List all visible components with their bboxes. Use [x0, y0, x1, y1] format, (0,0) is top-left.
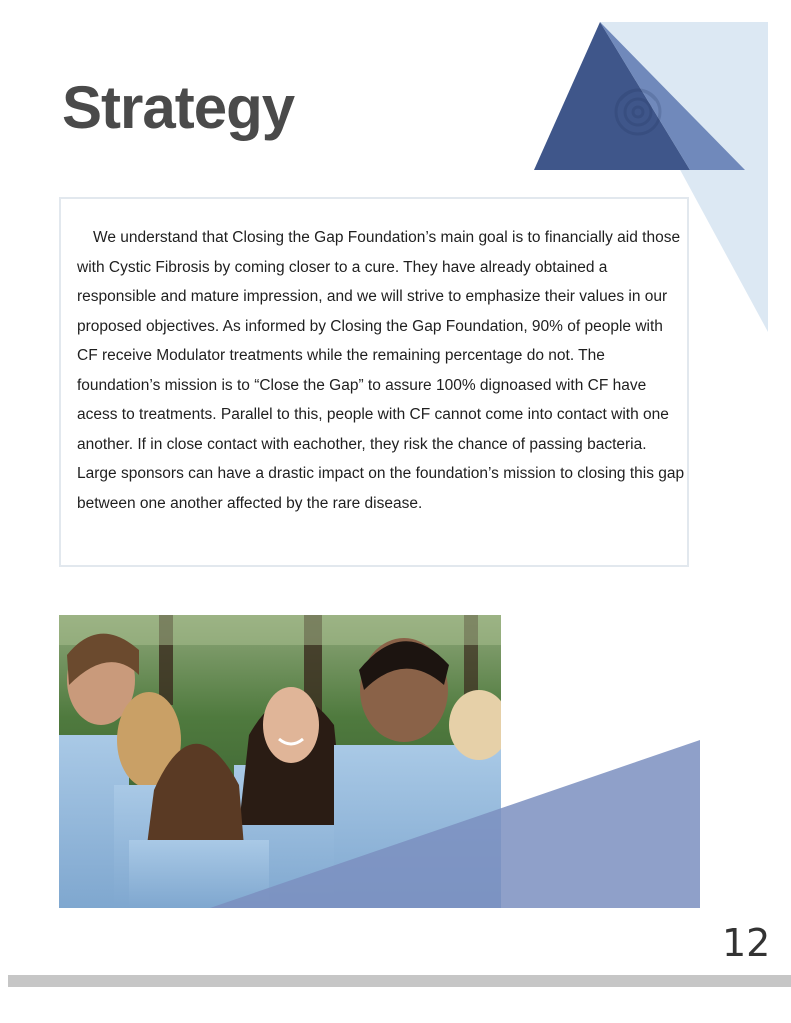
strategy-text-box	[59, 197, 689, 567]
page-title: Strategy	[62, 74, 295, 141]
page-number: 12	[722, 921, 771, 965]
footer-bar	[8, 975, 791, 987]
strategy-paragraph: We understand that Closing the Gap Foundation’s main goal is to financially aid those with Cystic Fibrosis by coming closer to a cure. They have already obtained a responsible and mature impression, and we will strive to emphasize their values in our proposed objectives. As informed by Closing the Gap Foundation, 90% of people with CF receive Modulator treatments while the remaining percentage do not. The foundation’s mission is to “Close the Gap” to assure 100% dignoased with CF have acess to treatments. Parallel to this, people with CF cannot come into contact with one another. If in close contact with eachother, they risk the chance of passing bacteria. Large sponsors can have a drastic impact on the foundation’s mission to closing this gap between one another affected by the rare disease.	[77, 229, 685, 512]
group-photo-illustration	[59, 615, 501, 908]
group-photo	[59, 615, 501, 908]
